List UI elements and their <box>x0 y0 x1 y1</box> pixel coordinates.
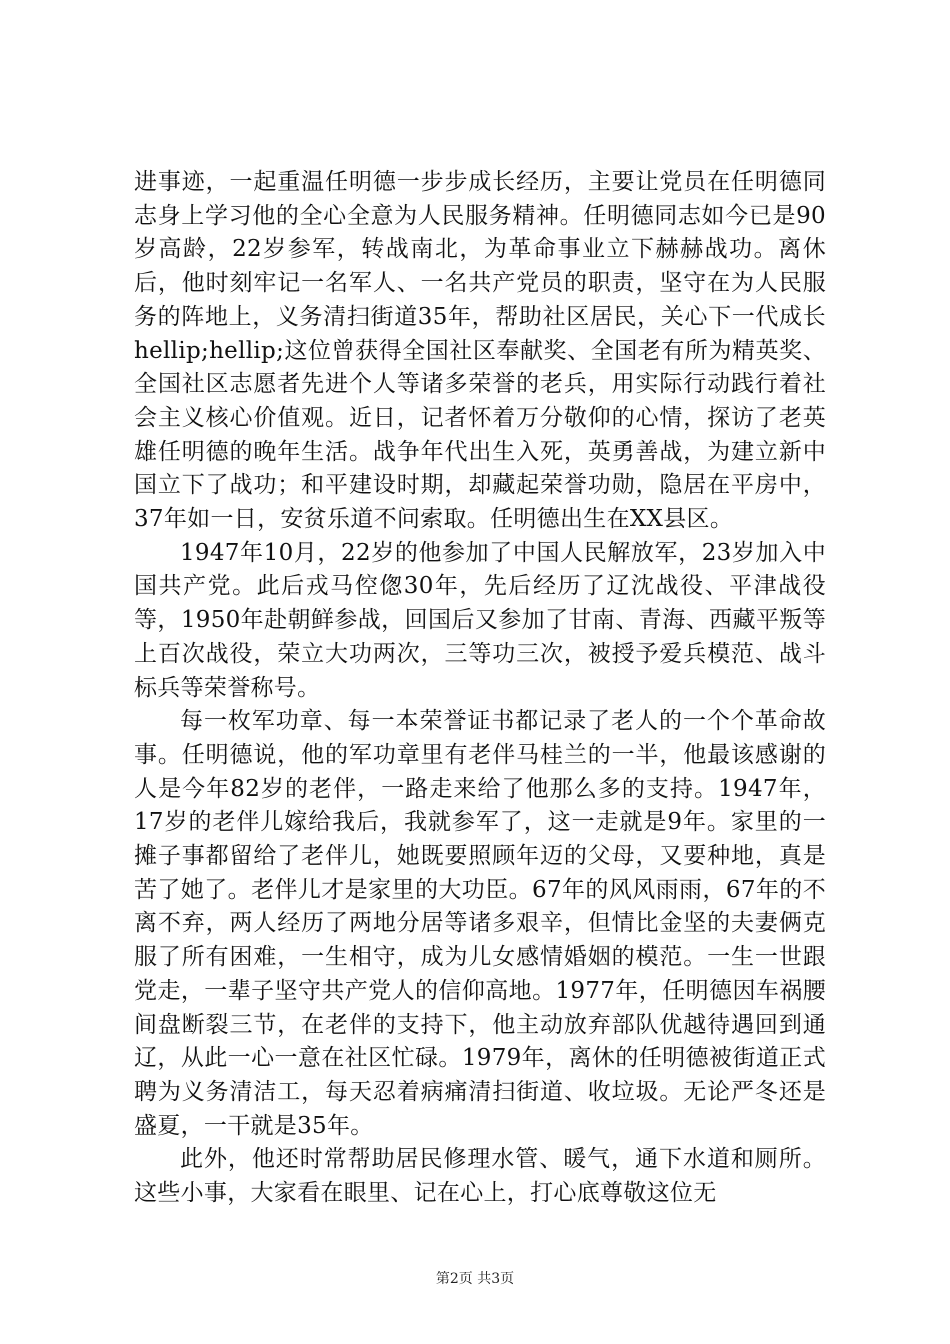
paragraph-continuation: 进事迹，一起重温任明德一步步成长经历，主要让党员在任明德同志身上学习他的全心全意为人民服务精神。任明德同志如今已是90岁高龄，22岁参军，转战南北，为革命事业立下赫赫战功。离休后，他时刻牢记一名军人、一名共产党员的职责，坚守在为人民服务的阵地上，义务清扫街道35年，帮助社区居民，关心下一代成长hellip;hellip;这位曾获得全国社区奉献奖、全国老有所为精英奖、全国社区志愿者先进个人等诸多荣誉的老兵，用实际行动践行着社会主义核心价值观。近日，记者怀着万分敬仰的心情，探访了老英雄任明德的晚年生活。战争年代出生入死，英勇善战，为建立新中国立下了战功；和平建设时期，却藏起荣誉功勋，隐居在平房中，37年如一日，安贫乐道不问索取。任明德出生在XX县区。 <box>134 169 826 533</box>
page-number-footer: 第2页 共3页 <box>435 1271 515 1287</box>
article-body <box>134 166 826 1211</box>
paragraph-military-career: 1947年10月，22岁的他参加了中国人民解放军，23岁加入中国共产党。此后戎马倥偬30年，先后经历了辽沈战役、平津战役等，1950年赴朝鲜参战，回国后又参加了甘南、青海、西藏平叛等上百次战役，荣立大功两次，三等功三次，被授予爱兵模范、战斗标兵等荣誉称号。 <box>134 539 826 701</box>
paragraph-medals-and-family: 每一枚军功章、每一本荣誉证书都记录了老人的一个个革命故事。任明德说，他的军功章里有老伴马桂兰的一半，他最该感谢的人是今年82岁的老伴，一路走来给了他那么多的支持。1947年，17岁的老伴儿嫁给我后，我就参军了，这一走就是9年。家里的一摊子事都留给了老伴儿，她既要照顾年迈的父母，又要种地，真是苦了她了。老伴儿才是家里的大功臣。67年的风风雨雨，67年的不离不弃，两人经历了两地分居等诸多艰辛，但情比金坚的夫妻俩克服了所有困难，一生相守，成为儿女感情婚姻的模范。一生一世跟党走，一辈子坚守共产党人的信仰高地。1977年，任明德因车祸腰间盘断裂三节，在老伴的支持下，他主动放弃部队优越待遇回到通辽，从此一心一意在社区忙碌。1979年，离休的任明德被街道正式聘为义务清洁工，每天忍着病痛清扫街道、收垃圾。无论严冬还是盛夏，一干就是35年。 <box>134 708 826 1139</box>
paragraph-community-help: 此外，他还时常帮助居民修理水管、暖气，通下水道和厕所。这些小事，大家看在眼里、记在心上，打心底尊敬这位无 <box>134 1146 826 1207</box>
